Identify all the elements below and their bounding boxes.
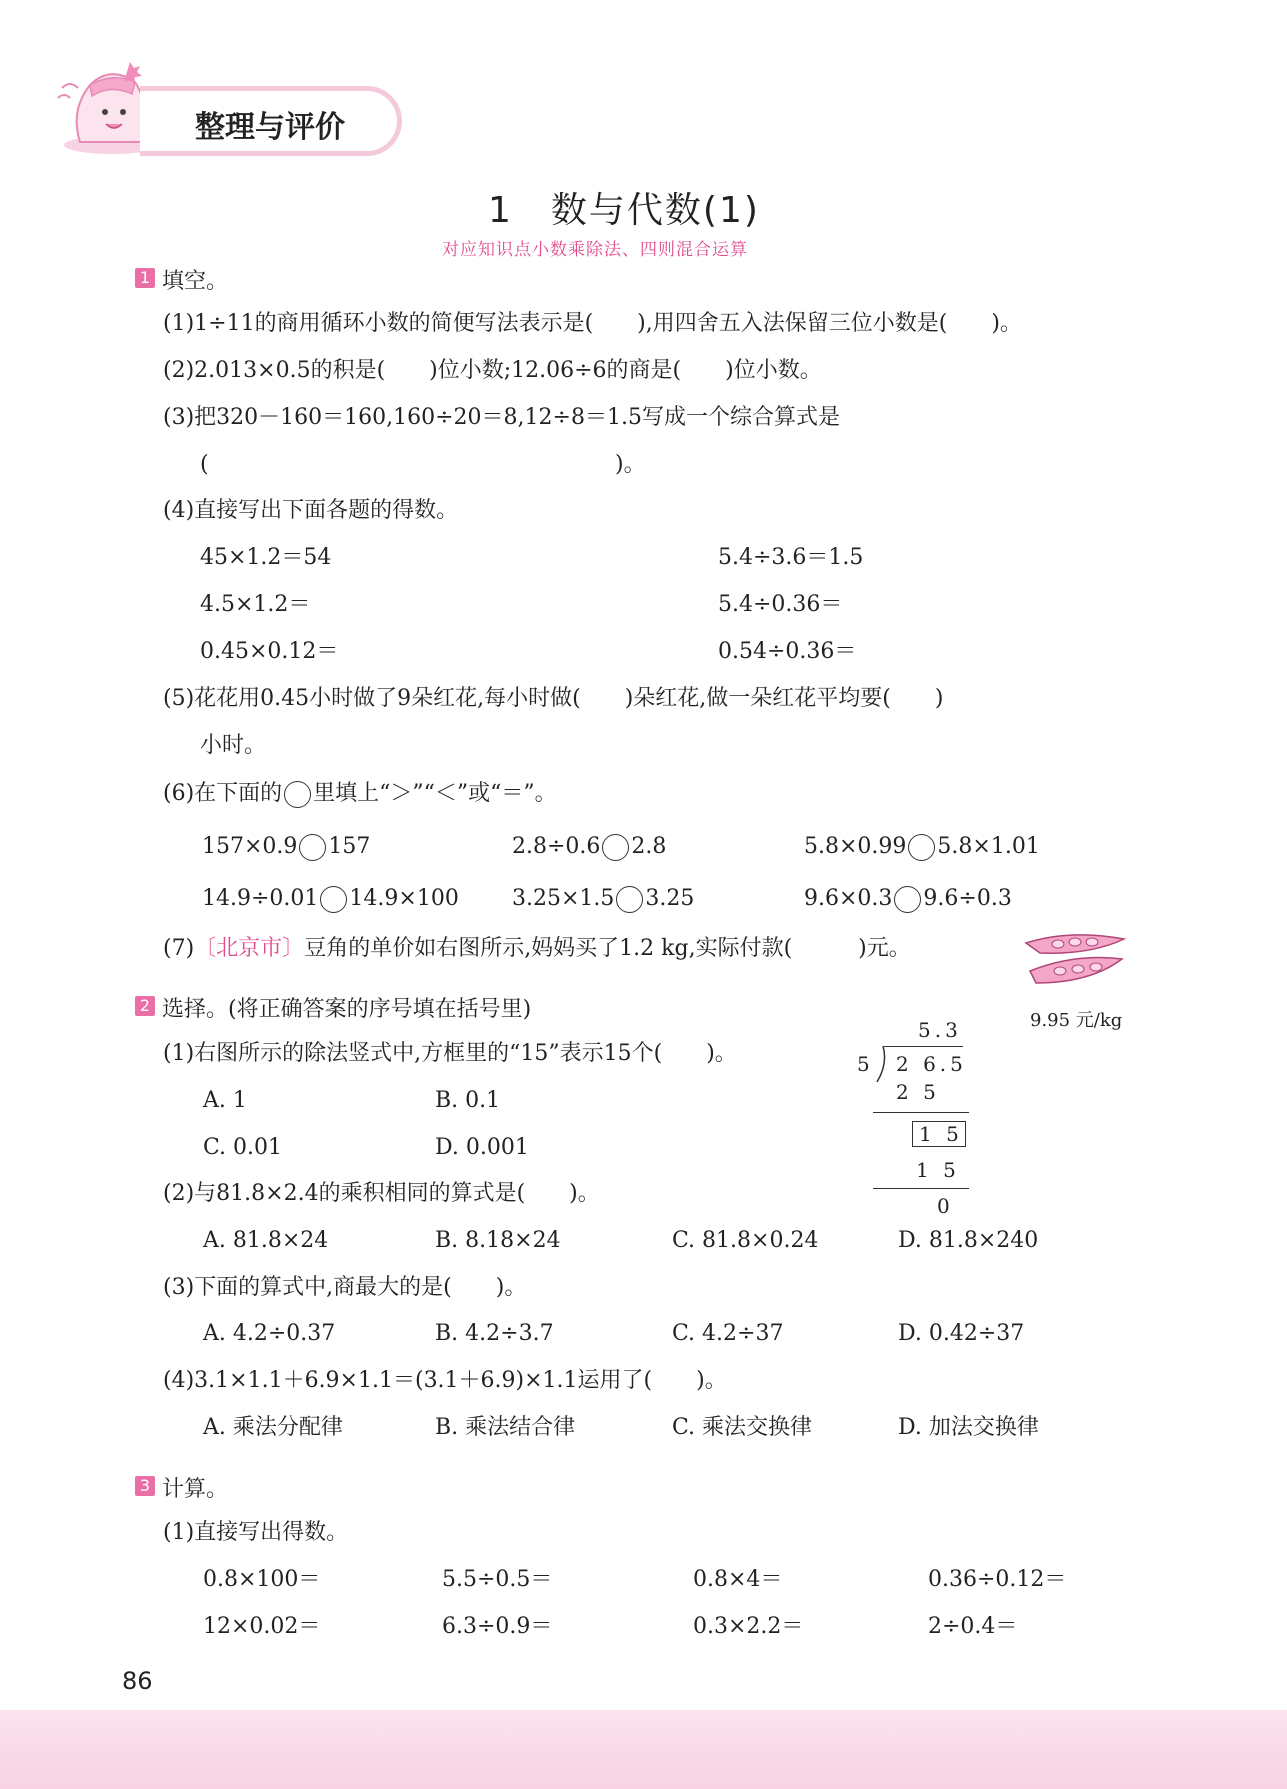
s2-q2: (2)与81.8×2.4的乘积相同的算式是( )。 xyxy=(163,1181,600,1206)
s1-q4-item: 45×1.2＝54 xyxy=(200,545,332,570)
division-dividend: 2 6.5 xyxy=(896,1052,967,1076)
s3-q1: (1)直接写出得数。 xyxy=(163,1520,349,1545)
answer-circle[interactable] xyxy=(602,834,629,861)
division-remainder: 0 xyxy=(937,1194,954,1218)
option[interactable]: B. 4.2÷3.7 xyxy=(435,1321,554,1346)
s1-q4-item: 5.4÷0.36＝ xyxy=(718,592,843,617)
option[interactable]: C. 4.2÷37 xyxy=(672,1321,784,1346)
s1-q7 xyxy=(163,935,911,963)
calc-item: 12×0.02＝ xyxy=(203,1614,321,1639)
compare-right: 157 xyxy=(328,834,371,859)
option[interactable]: D. 0.42÷37 xyxy=(898,1321,1025,1346)
price-label: 9.95 元/kg xyxy=(1030,1010,1123,1031)
compare-right: 2.8 xyxy=(631,834,667,859)
answer-circle[interactable] xyxy=(299,834,326,861)
compare-circle-icon xyxy=(284,781,311,808)
answer-circle[interactable] xyxy=(616,886,643,913)
region-tag: 〔北京市〕 xyxy=(194,936,305,961)
s1-q3a: (3)把320－160＝160,160÷20＝8,12÷8＝1.5写成一个综合算式是 xyxy=(163,405,840,430)
s1-q4-item: 4.5×1.2＝ xyxy=(200,592,311,617)
option[interactable]: A. 乘法分配律 xyxy=(203,1415,343,1440)
option[interactable]: C. 81.8×0.24 xyxy=(672,1228,819,1253)
compare-left: 14.9÷0.01 xyxy=(202,886,319,911)
s2-q4: (4)3.1×1.1＋6.9×1.1＝(3.1＋6.9)×1.1运用了( )。 xyxy=(163,1368,727,1393)
page-number: 86 xyxy=(122,1667,153,1695)
compare-right: 3.25 xyxy=(645,886,695,911)
page-subtitle: 对应知识点小数乘除法、四则混合运算 xyxy=(442,240,748,260)
s1-q7-text: 豆角的单价如右图所示,妈妈买了1.2 kg,实际付款( )元。 xyxy=(304,936,911,961)
s1-q3-open-paren: ( xyxy=(200,452,209,477)
s1-q5b: 小时。 xyxy=(200,733,267,758)
compare-item xyxy=(202,833,370,861)
section-1-title: 填空。 xyxy=(162,269,229,294)
compare-left: 9.6×0.3 xyxy=(804,886,893,911)
s1-q7-num: (7) xyxy=(163,936,195,961)
s1-q6-suffix: 里填上“＞”“＜”或“＝”。 xyxy=(313,781,557,806)
option[interactable]: C. 乘法交换律 xyxy=(672,1415,813,1440)
calc-item: 0.8×4＝ xyxy=(693,1567,783,1592)
compare-left: 2.8÷0.6 xyxy=(512,834,601,859)
s1-q6-prefix: (6)在下面的 xyxy=(163,781,283,806)
division-bar xyxy=(883,1046,963,1047)
compare-left: 5.8×0.99 xyxy=(804,834,907,859)
answer-circle[interactable] xyxy=(894,886,921,913)
calc-item: 0.3×2.2＝ xyxy=(693,1614,804,1639)
section-2-title: 选择。(将正确答案的序号填在括号里) xyxy=(162,997,532,1022)
s1-q6 xyxy=(163,780,557,808)
option[interactable]: A. 81.8×24 xyxy=(203,1228,329,1253)
division-line xyxy=(873,1188,969,1189)
s1-q4-item: 0.45×0.12＝ xyxy=(200,639,339,664)
compare-left: 157×0.9 xyxy=(202,834,298,859)
calc-item: 2÷0.4＝ xyxy=(928,1614,1018,1639)
s1-q4-item: 0.54÷0.36＝ xyxy=(718,639,857,664)
option[interactable]: C. 0.01 xyxy=(203,1135,283,1160)
division-divisor: 5 xyxy=(857,1052,874,1076)
compare-left: 3.25×1.5 xyxy=(512,886,615,911)
division-sub1: 2 5 xyxy=(896,1080,940,1104)
calc-item: 5.5÷0.5＝ xyxy=(442,1567,553,1592)
section-3-title: 计算。 xyxy=(162,1477,229,1502)
division-bracket xyxy=(874,1046,888,1082)
compare-item xyxy=(804,833,1040,861)
footer-band xyxy=(0,1710,1287,1789)
s1-q1: (1)1÷11的商用循环小数的简便写法表示是( ),用四舍五入法保留三位小数是( )。 xyxy=(163,311,1022,336)
section-3-badge: 3 xyxy=(135,1476,155,1496)
compare-item xyxy=(202,885,459,913)
answer-circle[interactable] xyxy=(908,834,935,861)
option[interactable]: B. 0.1 xyxy=(435,1088,501,1113)
calc-item: 6.3÷0.9＝ xyxy=(442,1614,553,1639)
option[interactable]: D. 加法交换律 xyxy=(898,1415,1039,1440)
calc-item: 0.36÷0.12＝ xyxy=(928,1567,1067,1592)
section-1-badge: 1 xyxy=(135,268,155,288)
section-2-badge: 2 xyxy=(135,996,155,1016)
option[interactable]: A. 1 xyxy=(203,1088,247,1113)
division-sub2: 1 5 xyxy=(916,1158,960,1182)
compare-right: 14.9×100 xyxy=(349,886,459,911)
answer-circle[interactable] xyxy=(320,886,347,913)
header-label: 整理与评价 xyxy=(195,110,345,145)
calc-item: 0.8×100＝ xyxy=(203,1567,321,1592)
compare-item xyxy=(512,833,666,861)
compare-item xyxy=(512,885,694,913)
division-quotient: 5.3 xyxy=(918,1018,962,1042)
option[interactable]: A. 4.2÷0.37 xyxy=(203,1321,336,1346)
option[interactable]: B. 8.18×24 xyxy=(435,1228,561,1253)
s1-q3-close-paren: )。 xyxy=(615,452,646,477)
page-title: 1 数与代数(1) xyxy=(488,190,760,231)
division-boxed-15: 1 5 xyxy=(912,1121,966,1147)
s1-q2: (2)2.013×0.5的积是( )位小数;12.06÷6的商是( )位小数。 xyxy=(163,358,822,383)
s1-q4-item: 5.4÷3.6＝1.5 xyxy=(718,545,864,570)
s1-q4: (4)直接写出下面各题的得数。 xyxy=(163,498,459,523)
option[interactable]: D. 0.001 xyxy=(435,1135,529,1160)
compare-right: 5.8×1.01 xyxy=(937,834,1040,859)
division-line xyxy=(873,1112,969,1113)
compare-item xyxy=(804,885,1012,913)
s1-q5a: (5)花花用0.45小时做了9朵红花,每小时做( )朵红花,做一朵红花平均要( ) xyxy=(163,686,944,711)
option[interactable]: D. 81.8×240 xyxy=(898,1228,1039,1253)
s2-q1: (1)右图所示的除法竖式中,方框里的“15”表示15个( )。 xyxy=(163,1041,737,1066)
option[interactable]: B. 乘法结合律 xyxy=(435,1415,576,1440)
s2-q3: (3)下面的算式中,商最大的是( )。 xyxy=(163,1275,527,1300)
compare-right: 9.6÷0.3 xyxy=(923,886,1012,911)
bean-pods-icon xyxy=(1020,925,1130,995)
